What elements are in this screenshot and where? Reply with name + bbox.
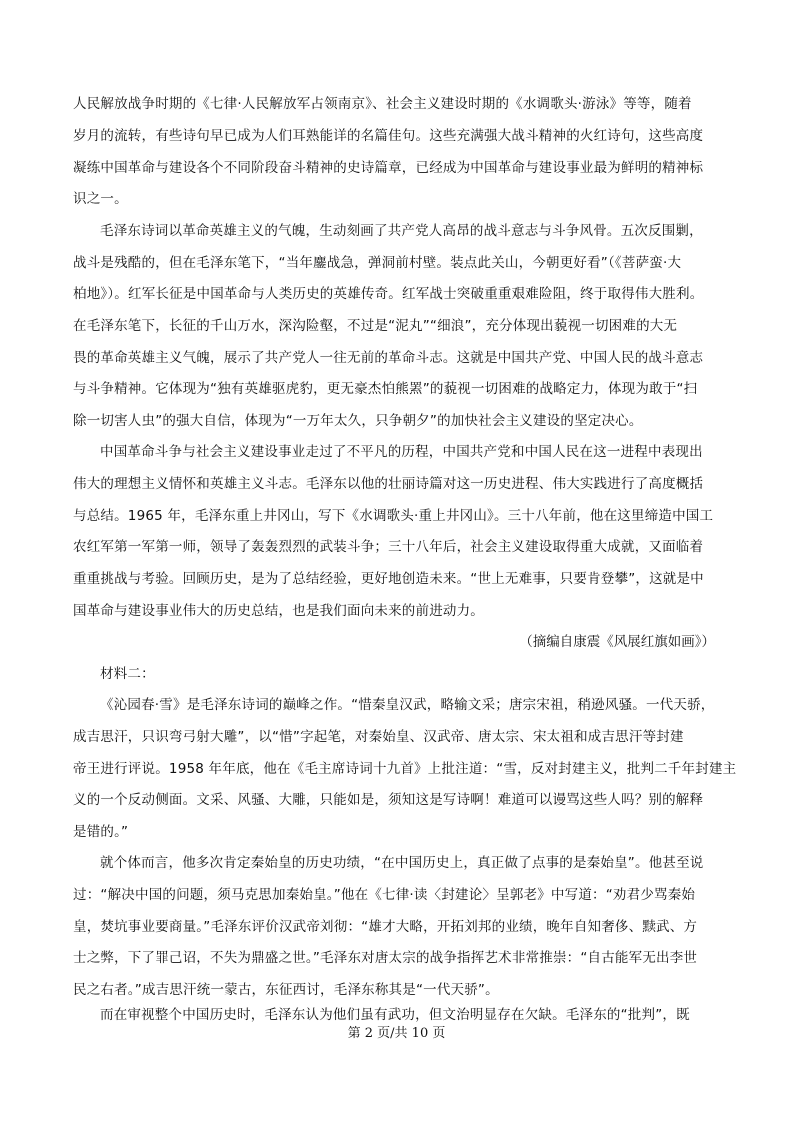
paragraph-start-line: 中国革命斗争与社会主义建设事业走过了不平凡的历程，中国共产党和中国人民在这一进程中表现出 [100, 444, 703, 460]
text-line: 成吉思汗，只识弯弓射大雕”，以“惜”字起笔，对秦始皇、汉武帝、唐太宗、宋太祖和成吉思汗等封建 [73, 729, 684, 745]
source-citation: （摘编自康震《风展红旗如画》） [519, 634, 715, 650]
text-line: 与斗争精神。它体现为“独有英雄驱虎豹，更无豪杰怕熊罴”的藐视一切困难的战略定力，体现为敢于“扫 [73, 381, 698, 397]
text-line: 是错的。” [73, 824, 129, 840]
paragraph-start-line: 而在审视整个中国历史时，毛泽东认为他们虽有武功，但文治明显存在欠缺。毛泽东的“批判”，既 [100, 1007, 690, 1023]
section-heading: 材料二： [100, 666, 155, 682]
text-line: 岁月的流转，有些诗句早已成为人们耳熟能详的名篇佳句。这些充满强大战斗精神的火红诗句，这些高度 [73, 128, 704, 144]
text-line: 义的一个反动侧面。文采、风骚、大雕，只能如是，须知这是写诗啊！难道可以谩骂这些人吗？别的解释 [73, 792, 704, 808]
text-line: 除一切害人虫”的强大自信，体现为“一万年太久，只争朝夕”的加快社会主义建设的坚定决心。 [73, 413, 643, 429]
text-line: 士之弊，下了罪己诏，不失为鼎盛之世。”毛泽东对唐太宗的战争指挥艺术非常推崇：“自古能军无出李世 [73, 950, 698, 966]
text-line: 农红军第一军第一师，领导了轰轰烈烈的武装斗争；三十八年后，社会主义建设取得重大成就，又面临着 [73, 539, 704, 555]
paragraph-start-line: 《沁园春·雪》是毛泽东诗词的巅峰之作。“惜秦皇汉武，略输文采；唐宗宋祖，稍逊风骚。一代天骄， [100, 697, 715, 713]
text-line: 战斗是残酷的，但在毛泽东笔下，“当年鏖战急，弹洞前村壁。装点此关山，今朝更好看”（《菩萨蛮·大 [73, 255, 682, 271]
text-line: 伟大的理想主义情怀和英雄主义斗志。毛泽东以他的壮丽诗篇对这一历史进程、伟大实践进行了高度概括 [73, 476, 704, 492]
text-line: 国革命与建设事业伟大的历史总结，也是我们面向未来的前进动力。 [73, 603, 484, 619]
text-line: 与总结。1965 年，毛泽东重上井冈山，写下《水调歌头·重上井冈山》。三十八年前，他在这里缔造中国工 [73, 508, 714, 524]
text-line: 重重挑战与考验。回顾历史，是为了总结经验，更好地创造未来。“世上无难事，只要肯登攀”，这就是中 [73, 571, 704, 587]
text-line: 在毛泽东笔下，长征的千山万水，深沟险壑，不过是“泥丸”“细浪”，充分体现出藐视一切困难的大无 [73, 318, 678, 334]
text-line: 皇，焚坑事业要商量。”毛泽东评价汉武帝刘彻：“雄才大略，开拓刘邦的业绩，晚年自知奢侈、黩武、方 [73, 919, 698, 935]
paragraph-start-line: 就个体而言，他多次肯定秦始皇的历史功绩，“在中国历史上，真正做了点事的是秦始皇”。他甚至说 [100, 855, 704, 871]
paragraph-start-line: 毛泽东诗词以革命英雄主义的气魄，生动刻画了共产党人高昂的战斗意志与斗争风骨。五次反围剿， [100, 223, 703, 239]
text-line: 畏的革命英雄主义气魄，展示了共产党人一往无前的革命斗志。这就是中国共产党、中国人民的战斗意志 [73, 350, 704, 366]
text-line: 人民解放战争时期的《七律·人民解放军占领南京》、社会主义建设时期的《水调歌头·游泳》等等，随着 [73, 96, 692, 112]
text-line: 识之一。 [73, 191, 128, 207]
text-line: 民之右者。”成吉思汗统一蒙古，东征西讨，毛泽东称其是“一代天骄”。 [73, 982, 499, 998]
text-line: 柏地》）。红军长征是中国革命与人类历史的英雄传奇。红军战士突破重重艰难险阻，终于取得伟大胜利。 [73, 286, 704, 302]
text-line: 过：“解决中国的问题，须马克思加秦始皇。”他在《七律·读〈封建论〉呈郭老》中写道：“劝君少骂秦始 [73, 887, 696, 903]
text-line: 凝练中国革命与建设各个不同阶段奋斗精神的史诗篇章，已经成为中国革命与建设事业最为鲜明的精神标 [73, 160, 704, 176]
text-line: 帝王进行评说。1958 年年底，他在《毛主席诗词十九首》上批注道：“雪，反对封建主义，批判二千年封建主 [73, 761, 737, 777]
page-number-footer: 第 2 页/共 10 页 [347, 1026, 446, 1041]
